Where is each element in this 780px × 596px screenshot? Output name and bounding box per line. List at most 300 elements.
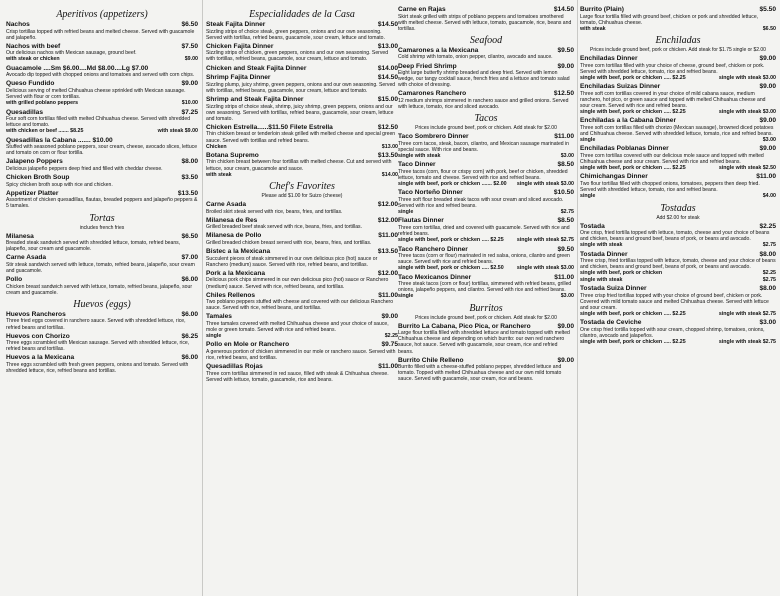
menu-item	[398, 6, 574, 32]
item-extra	[6, 128, 198, 134]
extra-price: $3.00	[762, 137, 776, 144]
item-price: $9.75	[381, 341, 398, 349]
item-description: Three corn tortillas filled with your choice of cheese, ground beef, chicken or pork. Served with shredded lettuce, tomato, rice and refried beans.	[580, 62, 765, 75]
item-header	[6, 43, 198, 51]
item-name: Tostada Dinner	[580, 250, 628, 258]
item-name: Taco Ranchero Dinner	[398, 245, 468, 253]
menu-item	[580, 251, 776, 283]
menu-item	[580, 6, 776, 32]
menu-item	[6, 174, 198, 188]
section-subtitle: Please add $1.00 for Suizo (cheese)	[261, 192, 343, 199]
section-items	[6, 21, 198, 210]
item-header	[6, 109, 198, 117]
item-price: $3.50	[181, 174, 198, 182]
menu-column	[6, 6, 198, 592]
item-extras	[206, 333, 398, 339]
item-description: Broiled skirt steak served with rice, beans, fries, and tortillas.	[206, 208, 343, 215]
item-header	[206, 152, 398, 160]
item-header	[398, 6, 574, 14]
item-header	[206, 248, 398, 256]
item-extras	[6, 100, 198, 106]
item-extra	[398, 293, 574, 299]
page-fold	[577, 0, 578, 596]
item-extras	[6, 56, 198, 62]
item-price: $14.50	[377, 74, 398, 82]
extra-price: single with steak $2.50	[718, 165, 776, 172]
item-name: Burrito Chile Relleno	[398, 356, 464, 364]
section-subtitle: Prices include ground beef, pork or chicken. Add steak for $2.00	[415, 314, 557, 321]
item-extra	[206, 333, 398, 339]
menu-item	[6, 333, 198, 353]
item-header	[206, 363, 398, 371]
item-price: $2.25	[759, 222, 776, 230]
menu-item	[580, 285, 776, 317]
item-extras	[398, 265, 574, 271]
item-description: Three eggs scrambled with Mexican sausage. Served with shredded lettuce, rice, refried beans and tortillas.	[6, 340, 190, 353]
item-header	[6, 254, 198, 262]
menu-item	[580, 145, 776, 171]
extra-price: $10.00	[181, 100, 198, 107]
item-extras	[580, 242, 776, 248]
menu-item	[6, 21, 198, 41]
item-description: Delicious jalapeño peppers deep fried and filled with cheddar cheese.	[6, 165, 163, 172]
menu-section	[6, 299, 198, 374]
item-name: Shrimp and Steak Fajita Dinner	[206, 95, 304, 103]
item-price: $15.00	[377, 95, 398, 103]
menu-item	[398, 274, 574, 300]
section-items	[398, 6, 574, 32]
menu-section	[580, 203, 776, 346]
item-name: Milanesa de Pollo	[206, 232, 262, 240]
section-title: Chef's Favorites	[269, 180, 335, 192]
item-price: $13.50	[377, 248, 398, 256]
item-description: Three tamales covered with melted Chihuahua cheese and your choice of sauce, mole or green tomato. Served with rice and refried beans.	[206, 320, 389, 334]
item-price: $6.00	[181, 276, 198, 284]
item-name: Queso Fundido	[6, 80, 55, 88]
item-price: $14.00	[377, 64, 398, 72]
item-header	[6, 311, 198, 319]
item-description: Three soft corn tortillas filled with chorizo (Mexican sausage), browned diced potatoes and Chihuahua cheese. Served with shredded lettuce, tomato, rice and refried beans.	[580, 124, 774, 138]
item-description: Three soft corn tortillas covered in your choice of mild cabana sauce, medium ranchero, hot pico, or green sauce and topped with melted Chihuahua cheese and sour cream. Served with rice and refried beans.	[580, 90, 766, 109]
item-extra	[580, 137, 776, 143]
item-header	[398, 161, 574, 169]
item-extras	[580, 193, 776, 199]
item-price: $9.00	[759, 55, 776, 63]
item-extra	[398, 265, 574, 271]
item-description: Sizzling strips of chicken, green peppers, onions and our own seasoning. Served with tortillas, refried beans, guacamole, sour cream, lettuce and tomato.	[206, 50, 389, 63]
item-header	[580, 223, 776, 231]
page-fold	[202, 0, 203, 596]
item-header	[206, 124, 398, 132]
menu-item	[398, 217, 574, 243]
item-name: Flautas Dinner	[398, 217, 444, 225]
item-name: Burrito La Cabana, Pico Pica, or Ranchero	[398, 322, 531, 330]
extra-label: single with beef, pork or chicken	[580, 270, 663, 277]
item-description: One crisp, fried tortilla topped with lettuce, tomato, cheese and your choice of beans and chicken, beans and ground beef, beans of pork, or beans and avocado.	[580, 230, 770, 243]
item-description: Grilled breaded beef steak served with rice, beans, fries, and tortillas.	[206, 224, 363, 231]
item-extra	[206, 144, 398, 150]
item-name: Quesadillas	[6, 108, 44, 116]
item-description: Sizzling plump, juicy shrimp, green peppers, onions and our own seasoning. Served with tortillas, refried beans, guacamole, sour cream, lettuce and tomato.	[206, 81, 396, 94]
menu-column	[398, 6, 574, 592]
menu-item	[206, 248, 398, 268]
menu-section	[206, 181, 398, 383]
item-header	[6, 354, 198, 362]
item-price: $8.00	[759, 250, 776, 258]
item-description: Three corn tortillas covered with our delicious mole sauce and topped with melted Chihuahua cheese and sour cream. Served with rice and refried beans.	[580, 153, 764, 166]
item-price: $9.00	[759, 117, 776, 125]
item-price: $8.50	[557, 161, 574, 169]
item-name: Enchiladas Dinner	[580, 55, 638, 63]
item-price: $7.25	[181, 108, 198, 116]
section-items	[206, 21, 398, 178]
section-subtitle: Prices include ground beef, pork or chicken. Add steak for $1.75 single or $2.00	[590, 47, 766, 54]
menu-item	[6, 65, 198, 79]
item-extras	[398, 181, 574, 187]
item-header	[206, 341, 398, 349]
menu-item	[206, 43, 398, 63]
item-extras	[580, 137, 776, 143]
item-description: Four soft corn tortillas filled with melted Chihuahua cheese. Served with shredded lettuce and tomato.	[6, 116, 191, 129]
menu-item	[206, 21, 398, 41]
menu-item	[6, 158, 198, 172]
item-description: Assortment of chicken quesadillas, flautas, breaded poppers and jalapeño peppers & 5 tamales.	[6, 197, 198, 210]
menu-item	[6, 80, 198, 106]
extra-price: with steak $9.00	[157, 128, 198, 135]
extra-label: Chicken	[206, 143, 227, 150]
item-header	[206, 74, 398, 82]
section-title: Burritos	[469, 302, 503, 314]
menu-section	[6, 9, 198, 210]
menu-section	[398, 113, 574, 299]
item-name: Pork a la Mexicana	[206, 269, 266, 277]
menu-item	[580, 223, 776, 249]
section-subtitle: Add $2.00 for steak	[656, 214, 700, 221]
item-price: $13.50	[177, 189, 198, 197]
item-name: Bistec a la Mexicana	[206, 248, 271, 256]
item-price: $11.00	[554, 273, 574, 281]
menu-section	[580, 6, 776, 32]
item-description: Breaded steak sandwich served with shredded lettuce, tomato, refried beans, jalapeño, sour cream and guacamole.	[6, 240, 181, 253]
item-description: A generous portion of chicken simmered in our mole or ranchero sauce. Served with rice, refried beans, and tortillas.	[206, 349, 396, 362]
item-extras	[398, 209, 574, 215]
extra-label: single with beef, pork or chicken ....... $2.00	[398, 181, 507, 188]
section-title: Especialidades de la Casa	[249, 9, 355, 20]
item-name: Pollo	[6, 276, 23, 284]
item-extras	[398, 153, 574, 159]
item-name: Quesadillas la Cabana ....... $10.00	[6, 136, 113, 144]
item-header	[580, 117, 776, 125]
section-items	[206, 201, 398, 383]
item-extra	[580, 277, 776, 283]
item-description: Three tacos (corn, flour or crispy corn) with pork, beef or chicken, shredded lettuce, tomato and cheese. Served with rice and refried beans.	[398, 168, 568, 181]
item-extras	[6, 128, 198, 134]
item-name: Tostada de Ceviche	[580, 319, 642, 327]
item-header	[580, 145, 776, 153]
item-price: $11.00	[378, 363, 398, 371]
item-header	[6, 65, 198, 73]
item-header	[580, 251, 776, 259]
item-price: $14.50	[553, 6, 574, 13]
extra-price: $4.00	[762, 193, 776, 200]
extra-label: single with beef, pork or chicken ..... $2.50	[398, 265, 504, 272]
item-name: Milanesa de Res	[206, 216, 258, 224]
item-price: $9.00	[759, 83, 776, 91]
item-header	[580, 285, 776, 293]
menu-section	[398, 303, 574, 383]
item-name: Pollo en Mole or Ranchero	[206, 341, 290, 349]
item-name: Chicken Broth Soup	[6, 174, 70, 182]
item-extras	[580, 75, 776, 81]
item-name: Deep Fried Shrimp	[398, 62, 457, 70]
item-extras	[580, 165, 776, 171]
menu-item	[206, 270, 398, 290]
menu-item	[206, 201, 398, 215]
item-extras	[580, 339, 776, 345]
item-description: Large flour tortilla filled with ground beef, chicken or pork and shredded lettuce, tomato, Chihuahua cheese.	[580, 13, 759, 26]
item-description: Three soft flour breaded steak tacos with sour cream and sliced avocado. Served with rice and refried beans.	[398, 196, 564, 210]
item-name: Enchiladas a la Cabana Dinner	[580, 117, 677, 125]
extra-price: $14.00	[381, 171, 398, 178]
item-header	[580, 319, 776, 327]
item-name: Chiles Rellenos	[206, 291, 256, 299]
menu-item	[6, 137, 198, 157]
item-header	[6, 174, 198, 182]
item-extra	[580, 26, 776, 32]
extra-price: $3.00	[560, 153, 574, 159]
menu-item	[6, 190, 198, 210]
item-price: $6.50	[181, 232, 198, 240]
item-price: $9.00	[381, 313, 398, 321]
menu-section	[6, 213, 198, 296]
item-header	[398, 274, 574, 282]
section-title: Seafood	[469, 34, 503, 46]
item-header	[6, 190, 198, 198]
menu-item	[6, 254, 198, 274]
item-name: Nachos	[6, 21, 30, 28]
item-description: Crisp tortillas topped with refried beans and melted cheese. Served with guacamole and jalapeño.	[6, 28, 195, 41]
menu-item	[398, 246, 574, 272]
section-subtitle: includes french fries	[79, 224, 125, 231]
menu-item	[6, 43, 198, 63]
item-description: Our delicious nachos with Mexican sausage, ground beef.	[6, 50, 137, 57]
item-header	[6, 233, 198, 241]
item-header	[206, 201, 398, 209]
item-description: Sizzling strips of choice steak, green peppers, onions and our own seasoning. Served with tortillas, refried beans, guacamole, sour cream, lettuce and tomato.	[206, 28, 385, 41]
item-header	[398, 133, 574, 141]
extra-price: $9.00	[184, 56, 198, 63]
item-header	[398, 323, 574, 331]
menu-item	[580, 83, 776, 115]
item-extra	[6, 56, 198, 62]
extra-price: single with steak $3.00	[516, 265, 574, 272]
menu-item	[580, 173, 776, 199]
item-price: $12.50	[377, 123, 398, 131]
item-extra	[398, 209, 574, 215]
item-header	[206, 21, 398, 29]
section-items	[580, 223, 776, 346]
item-price: $13.50	[377, 151, 398, 159]
menu-item	[6, 311, 198, 331]
item-name: Chicken and Steak Fajita Dinner	[206, 64, 307, 72]
extra-label: with steak or chicken	[6, 56, 60, 63]
item-extras	[580, 109, 776, 115]
item-header	[206, 313, 398, 321]
item-name: Quesadillas Rojas	[206, 363, 263, 371]
item-extras	[398, 237, 574, 243]
extra-label: with steak	[580, 25, 606, 32]
item-price: $6.00	[181, 354, 198, 362]
item-header	[398, 47, 574, 55]
item-description: Large flour tortilla filled with shredded lettuce and tomato topped with melted Chihuahua cheese and depending on which burrito: our own red ranchero sauce, hot sauce. Served with guacamole, sour cream, rice and refried beans.	[398, 330, 570, 355]
item-extra	[6, 100, 198, 106]
item-name: Carne Asada	[6, 254, 47, 262]
item-price: $8.00	[759, 285, 776, 293]
item-description: Grilled breaded chicken breast served with rice, beans, fries, and tortillas.	[206, 239, 372, 246]
item-header	[398, 357, 574, 365]
section-title: Enchiladas	[655, 35, 701, 47]
item-extras	[580, 26, 776, 32]
item-description: Burrito filled with a cheese-stuffed poblano pepper, shredded lettuce and tomato. Topped with melted Chihuahua cheese and our own mild tomato sauce. Served with guacamole, sour cream, rice and beans.	[398, 364, 562, 383]
item-price: $9.00	[181, 80, 198, 88]
item-extra	[398, 181, 574, 187]
item-name: Taco Sombrero Dinner	[398, 133, 469, 141]
item-description: Three steak tacos (corn or flour) tortillas, simmered with refried beans, grilled onions, jalapeño peppers, and cilantro. Served with rice and refried beans.	[398, 281, 572, 294]
menu-item	[6, 354, 198, 374]
item-extra	[580, 193, 776, 199]
item-extra	[580, 165, 776, 171]
item-header	[6, 158, 198, 166]
item-name: Carne en Rajas	[398, 6, 446, 13]
item-price: $12.00	[377, 200, 398, 208]
item-price: $12.50	[553, 90, 574, 98]
item-price: $3.00	[759, 319, 776, 327]
item-description: One crisp fried tortilla topped with sour cream, chopped shrimp, tomatoes, onions, cilantro, avocado and jalapeños.	[580, 326, 765, 339]
item-description: Chicken breast sandwich served with lettuce, tomato, refried beans, jalapeño, sour cream and guacamole.	[6, 283, 193, 296]
item-extras	[580, 270, 776, 283]
item-name: Huevos con Chorizo	[6, 332, 70, 340]
item-description: Three crisp, fried tortillas topped with lettuce, tomato, cheese and your choice of beans and chicken, beans and ground beef, beans of pork, or beans and avocado.	[580, 258, 776, 271]
item-description: Succulent pieces of steak simmered in our own delicious pico (hot) sauce or Ranchero (medium) sauce. Served with rice, refried beans, and tortillas.	[206, 255, 378, 268]
extra-label: single with beef, pork or chicken ..... $2.25	[580, 310, 686, 317]
extra-price: $3.00	[560, 293, 574, 300]
item-price: $6.00	[181, 310, 198, 318]
item-header	[398, 217, 574, 225]
extra-label: single with steak	[580, 242, 623, 249]
item-header	[398, 90, 574, 98]
item-description: Two flour tortillas filled with chopped onions, tomatoes, peppers then deep fried. Served with shredded lettuce, tomato, rice and refried beans.	[580, 181, 760, 194]
extra-price: $2.75	[762, 242, 776, 249]
menu-item	[206, 232, 398, 246]
item-description: Spicy chicken broth soup with rice and chicken.	[6, 181, 113, 188]
item-price: $12.00	[377, 216, 398, 224]
extra-label: single with beef, pork or chicken ..... $2.25	[398, 237, 504, 244]
item-name: Enchiladas Poblanas Dinner	[580, 145, 669, 153]
menu-item	[206, 313, 398, 339]
extra-price: single with steak $3.00	[718, 109, 776, 116]
extra-price: $2.25	[384, 333, 398, 340]
item-description: Three corn tortillas, dried and covered with guacamole. Served with rice and refried beans.	[398, 225, 570, 238]
section-items	[580, 55, 776, 199]
menu-item	[206, 74, 398, 94]
section-title: Aperitivos (appetizers)	[56, 9, 148, 20]
item-header	[206, 270, 398, 278]
item-name: Taco Norteño Dinner	[398, 189, 463, 197]
extra-price: single with steak $2.75	[516, 237, 574, 244]
item-name: Burrito (Plain)	[580, 6, 624, 13]
item-header	[6, 276, 198, 284]
item-name: Chimichangas Dinner	[580, 173, 648, 181]
item-price: $11.00	[378, 291, 398, 299]
item-description: Eight large butterfly shrimp breaded and deep fried. Served with lemon wedge, our tangy cocktail sauce, french fries and a lettuce and tomato salad with choice of dressing.	[398, 70, 570, 89]
item-header	[206, 217, 398, 225]
item-name: Huevos a la Mexicana	[6, 354, 75, 362]
menu-item	[398, 133, 574, 159]
item-name: Taco Dinner	[398, 161, 436, 169]
item-extra	[206, 172, 398, 178]
menu-item	[580, 117, 776, 143]
section-subtitle: Prices include ground beef, pork or chicken. Add steak for $2.00	[415, 125, 557, 132]
item-description: Cold shrimp with tomato, onion pepper, cilantro, avocado and sauce.	[398, 54, 553, 61]
item-name: Nachos with beef	[6, 42, 61, 50]
item-description: Avocado dip topped with chopped onions and tomatoes and served with corn chips.	[6, 72, 195, 79]
item-description: Two poblano peppers stuffed with cheese and covered with our delicious Ranchero sauce. Served with rice, refried beans, and tortillas.	[206, 299, 394, 312]
menu-item	[398, 90, 574, 110]
menu-item	[206, 292, 398, 312]
item-header	[206, 43, 398, 51]
extra-label: single with beef, pork or chicken ..... $2.25	[580, 165, 686, 172]
item-extra	[398, 237, 574, 243]
section-title: Huevos (eggs)	[73, 298, 131, 310]
item-name: Steak Fajita Dinner	[206, 21, 266, 28]
item-price: $8.50	[557, 217, 574, 225]
item-header	[6, 21, 198, 29]
extra-label: single with beef, pork or chicken ..... $2.25	[580, 109, 686, 116]
item-name: Camarones a la Mexicana	[398, 46, 479, 54]
item-description: Stir steak sandwich served with lettuce, tomato, refried beans, jalapeño, sour cream and guacamole.	[6, 261, 195, 275]
item-price: $8.00	[181, 158, 198, 166]
extra-price: single with steak $3.00	[718, 74, 776, 81]
item-header	[398, 189, 574, 197]
item-extra	[580, 75, 776, 81]
item-header	[206, 96, 398, 104]
item-name: Chicken Estrella......$11.50 Filete Estrella	[206, 123, 333, 131]
item-description: Three fried eggs covered in ranchero sauce. Served with shredded lettuce, rice, refried beans and tortillas.	[6, 318, 186, 331]
menu-item	[206, 341, 398, 361]
item-price: $6.50	[181, 21, 198, 28]
item-name: Jalapeno Poppers	[6, 158, 63, 166]
item-header	[6, 333, 198, 341]
item-header	[580, 6, 776, 14]
item-price: $9.00	[557, 322, 574, 330]
item-price: $13.00	[377, 42, 398, 50]
extra-label: with chicken or beef ....... $8.25	[6, 128, 84, 135]
menu-item	[206, 363, 398, 383]
extra-label: single	[580, 137, 596, 144]
menu-item	[580, 319, 776, 345]
menu-column	[206, 6, 398, 592]
menu-section	[398, 6, 574, 32]
item-extra	[580, 109, 776, 115]
item-header	[580, 83, 776, 91]
extra-label: single	[398, 293, 414, 300]
item-name: Tostada	[580, 222, 605, 230]
item-header	[398, 63, 574, 71]
extra-price: $2.75	[762, 276, 776, 283]
item-name: Enchiladas Suizas Dinner	[580, 83, 661, 91]
extra-label: single with beef, pork or chicken ..... $2.25	[580, 74, 686, 81]
extra-price: single with steak $2.75	[718, 310, 776, 317]
